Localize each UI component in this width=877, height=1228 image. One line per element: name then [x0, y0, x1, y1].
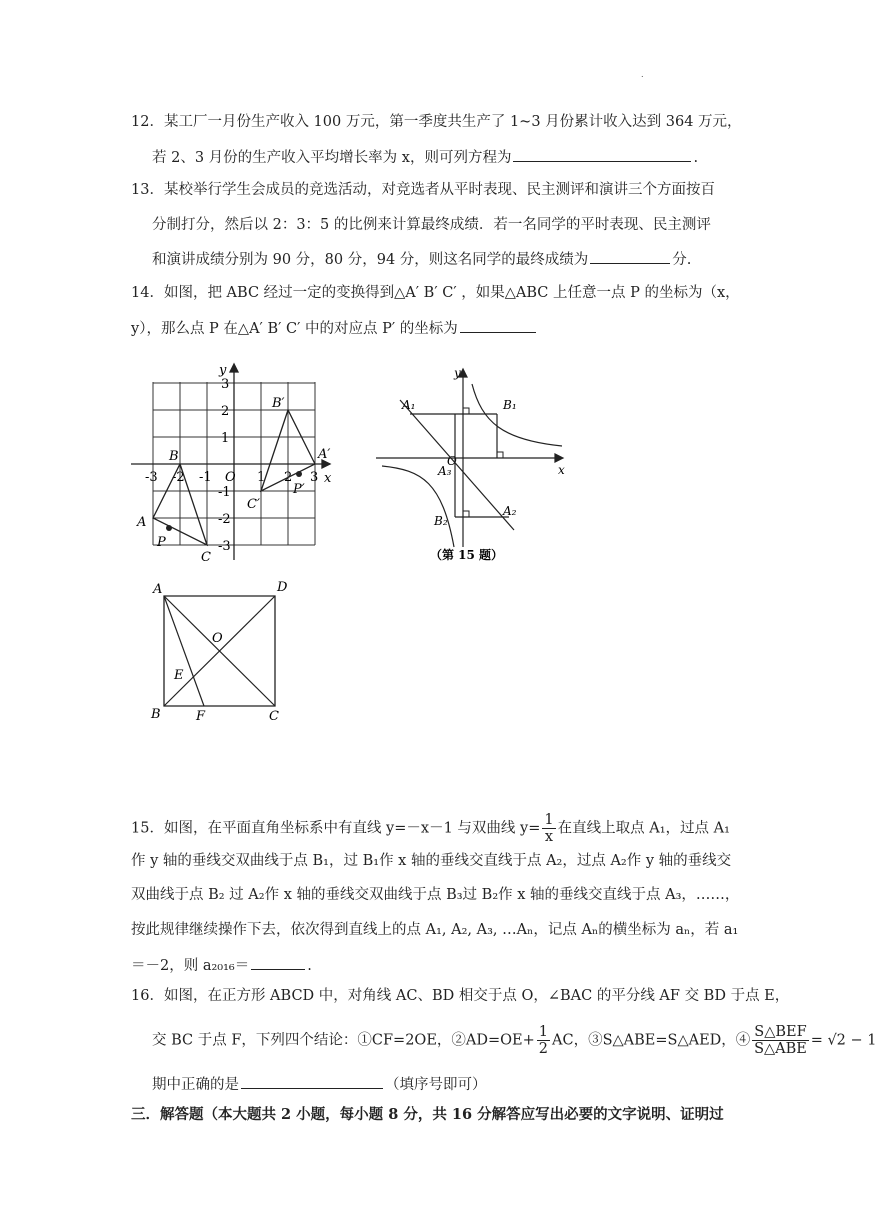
bisector-af	[164, 596, 204, 706]
q16-area-den: S△ABE	[754, 1041, 807, 1057]
fig14-label-a: A	[137, 515, 147, 530]
q16-line2-b: AC，③S△ABE=S△AED，④	[552, 1032, 751, 1049]
q16-line2-a: 交 BC 于点 F，下列四个结论：①CF=2OE，②AD=OE+	[152, 1032, 535, 1049]
hyperbola-branch-1	[472, 384, 562, 446]
fig14-label-b: B	[169, 449, 179, 464]
fig14-label-b-prime: B′	[272, 396, 285, 411]
q15-frac-num: 1	[544, 812, 554, 828]
q15-line3: 双曲线于点 B₂ 过 A₂作 x 轴的垂线交双曲线于点 B₃过 B₂作 x 轴的垂线交直线于点 A₃，……，	[131, 887, 740, 903]
q15-line5-text: ＝－2，则 a₂₀₁₆＝	[131, 958, 250, 974]
fig15-axis-y-label: y	[454, 366, 461, 380]
figure-q16-square	[145, 578, 295, 728]
point-p	[166, 525, 172, 531]
q12-line2-text: 若 2、3 月份的生产收入平均增长率为 x，则可列方程为	[152, 150, 512, 166]
fig15-axis-x-label: x	[558, 463, 565, 477]
figure-q15-hyperbola	[372, 362, 572, 567]
q16-fraction-half	[537, 1024, 550, 1057]
fig14-xtick: 3	[310, 470, 319, 485]
q12-answer-blank[interactable]	[513, 147, 691, 162]
fig14-ytick: 2	[221, 404, 230, 419]
point-p-prime	[296, 471, 302, 477]
fig14-ytick: -1	[218, 485, 231, 500]
fig14-axis-x-label: x	[324, 471, 332, 486]
q13-line3-text: 和演讲成绩分别为 90 分，80 分，94 分，则这名同学的最终成绩为	[152, 252, 589, 268]
fig14-xtick: -1	[199, 470, 212, 485]
fig16-label-b: B	[151, 707, 161, 722]
fig14-label-p-prime: P′	[293, 482, 305, 497]
q13-line3-end: 分.	[672, 252, 692, 268]
q13-line2: 分制打分，然后以 2：3：5 的比例来计算最终成绩．若一名同学的平时表现、民主测评	[152, 217, 711, 233]
q12-line2-end: .	[693, 150, 699, 166]
fig16-label-f: F	[196, 709, 206, 724]
fig14-origin: O	[225, 470, 236, 485]
fig14-ytick: 3	[221, 377, 230, 392]
q15-line1-a: 15．如图，在平面直角坐标系中有直线 y=－x－1 与双曲线 y=	[131, 820, 541, 837]
q16-line3-end: （填序号即可）	[385, 1077, 487, 1093]
q16-answer-blank[interactable]	[241, 1074, 383, 1089]
q15-line1-b: 在直线上取点 A₁，过点 A₁	[557, 820, 730, 837]
fig16-label-c: C	[269, 709, 279, 724]
fig14-axis-y-label: y	[219, 363, 227, 378]
q16-area-num: S△BEF	[754, 1024, 807, 1040]
q14-line2-text: y），那么点 P 在△A′ B′ C′ 中的对应点 P′ 的坐标为	[131, 321, 458, 337]
q16-area-ratio	[752, 1024, 808, 1057]
fig15-label-a3: A₃	[438, 464, 452, 478]
fig14-xtick: 2	[284, 470, 293, 485]
fig14-ytick: -3	[218, 539, 231, 554]
q12-line2	[152, 147, 698, 167]
fig15-origin: O	[447, 454, 457, 468]
q16-frac-num: 1	[538, 1024, 549, 1040]
q15-line2: 作 y 轴的垂线交双曲线于点 B₁，过 B₁作 x 轴的垂线交直线于点 A₂，过点 A₂作 y 轴的垂线交	[131, 853, 732, 869]
fig14-label-c: C	[201, 550, 211, 565]
fig14-label-p: P	[157, 535, 166, 550]
right-angle-mark	[497, 452, 503, 458]
q15-line4: 按此规律继续操作下去，依次得到直线上的点 A₁, A₂, A₃, …Aₙ，记点 Aₙ的横坐标为 aₙ，若 a₁	[131, 922, 739, 938]
q14-line1: 14．如图，把 ABC 经过一定的变换得到△A′ B′ C′ ，如果△ABC 上任意一点 P 的坐标为（x，	[131, 285, 740, 301]
q15-line1	[131, 812, 730, 845]
q15-line5-end: .	[307, 958, 312, 974]
fig16-label-o: O	[212, 631, 223, 646]
fig15-label-b1: B₁	[503, 398, 517, 412]
q15-line5	[131, 955, 312, 975]
q16-line2	[152, 1024, 877, 1057]
right-angle-mark	[463, 511, 469, 517]
q14-answer-blank[interactable]	[460, 318, 536, 333]
fig14-xtick: -2	[172, 470, 185, 485]
q16-frac-den: 2	[538, 1041, 549, 1057]
fig14-ytick: -2	[218, 512, 231, 527]
fig15-label-a2: A₂	[503, 504, 517, 518]
fig14-ytick: 1	[221, 431, 230, 446]
q16-line2-c: = √2 − 1	[810, 1032, 877, 1049]
fig15-label-b2: B₂	[434, 514, 448, 528]
fig14-xtick: 1	[257, 470, 266, 485]
fig14-xtick: -3	[145, 470, 158, 485]
q13-line1: 13．某校举行学生会成员的竞选活动，对竞选者从平时表现、民主测评和演讲三个方面按百	[131, 182, 715, 198]
fig16-label-e: E	[174, 668, 184, 683]
q16-line3-text: 期中正确的是	[152, 1077, 239, 1093]
fig16-label-d: D	[277, 580, 288, 595]
q13-answer-blank[interactable]	[590, 249, 670, 264]
fig15-label-a1: A₁	[402, 398, 416, 412]
q14-line2	[131, 318, 538, 338]
q13-line3	[152, 249, 691, 269]
q15-fraction	[542, 812, 555, 845]
fig14-label-c-prime: C′	[247, 497, 260, 512]
q15-answer-blank[interactable]	[251, 955, 305, 970]
fig15-caption: （第 15 题）	[430, 548, 504, 562]
q15-frac-den: x	[544, 829, 554, 845]
fig16-label-a: A	[153, 582, 163, 597]
q16-line1: 16．如图，在正方形 ABCD 中，对角线 AC、BD 相交于点 O，∠BAC 的平分线 AF 交 BD 于点 E，	[131, 988, 790, 1004]
section-3-heading: 三．解答题（本大题共 2 小题，每小题 8 分，共 16 分解答应写出必要的文字说明、证明过	[131, 1106, 724, 1123]
fig14-label-a-prime: A′	[318, 447, 331, 462]
right-angle-mark	[463, 408, 469, 414]
hyperbola-branch-3	[382, 466, 454, 547]
figure-q14-grid	[125, 360, 345, 565]
q16-line3	[152, 1074, 487, 1094]
q12-line1: 12．某工厂一月份生产收入 100 万元，第一季度共生产了 1~3 月份累计收入达到 364 万元，	[131, 114, 742, 130]
page-dot: .	[641, 70, 644, 79]
